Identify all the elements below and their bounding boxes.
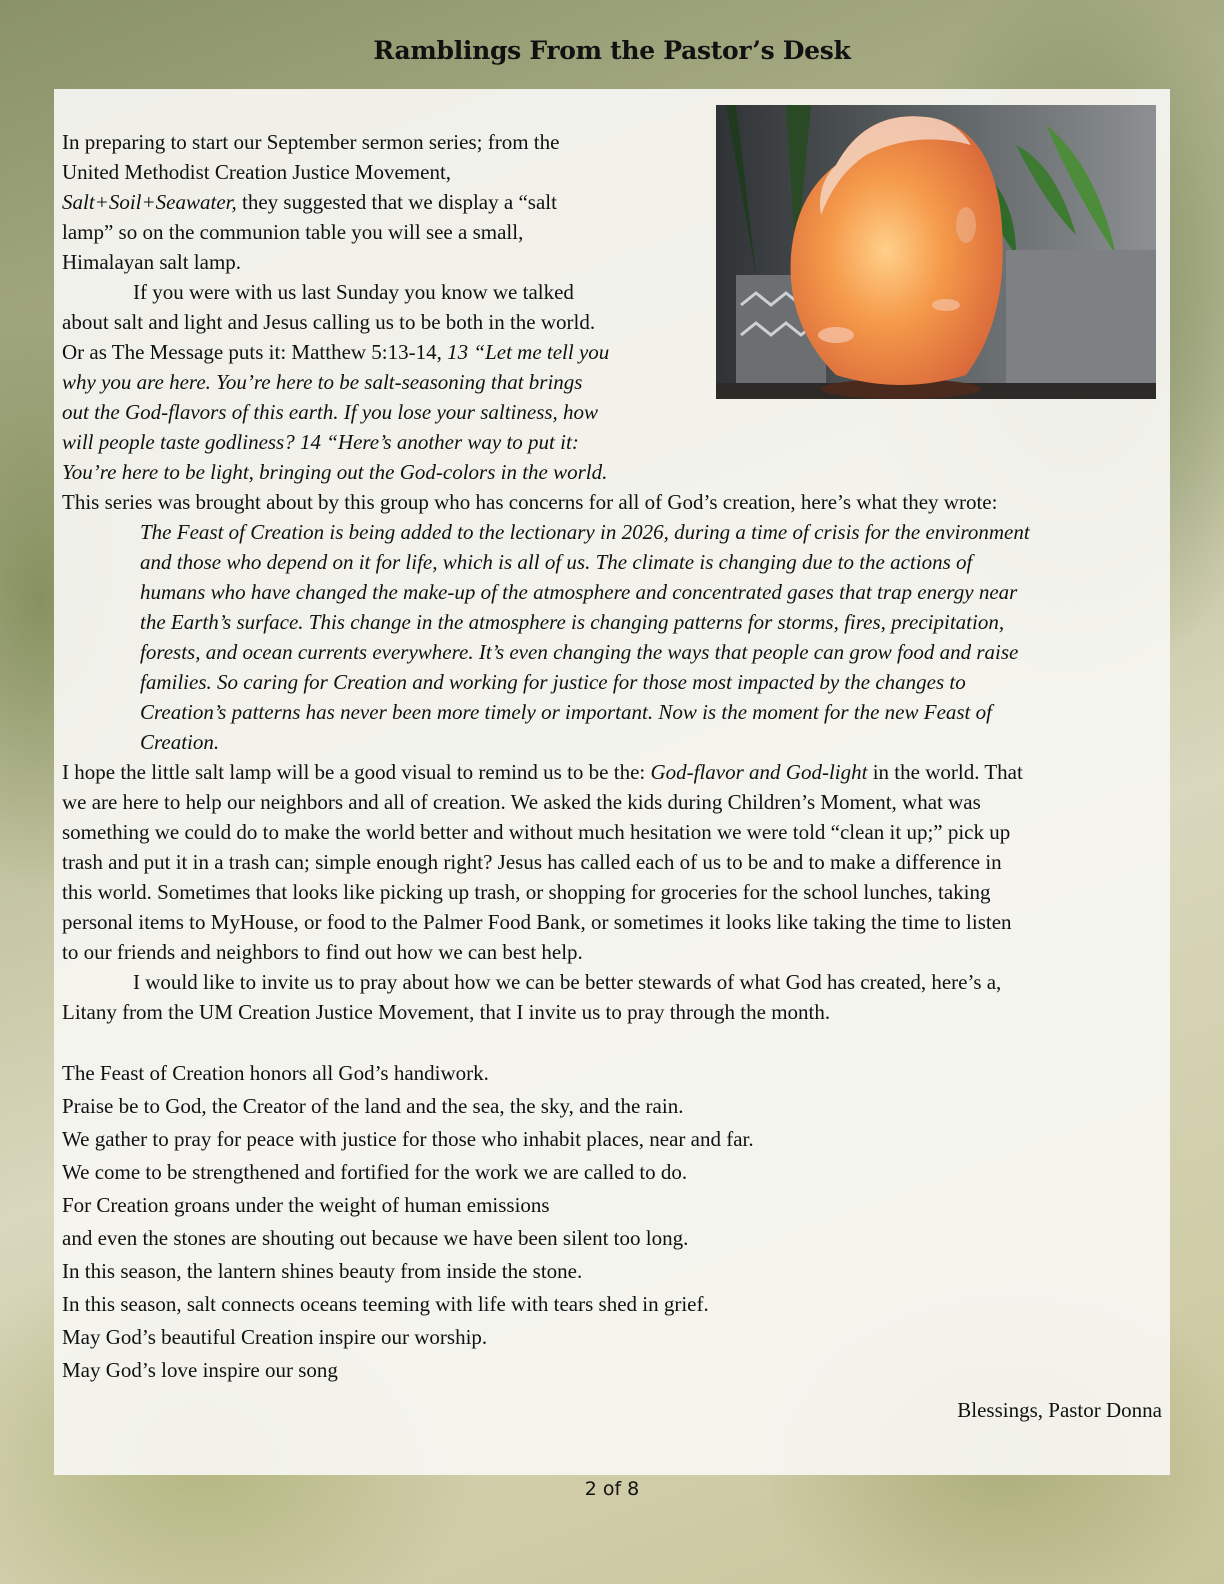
para2-line-2: about salt and light and Jesus calling us to be both in the world. (62, 310, 596, 334)
litany-line: In this season, the lantern shines beauty from inside the stone. (62, 1259, 583, 1283)
intro-line-1: In preparing to start our September sermon series; from the (62, 130, 560, 154)
litany-line: In this season, salt connects oceans teeming with life with tears shed in grief. (62, 1292, 709, 1316)
intro-line-3 (62, 187, 557, 217)
page-number: 2 of 8 (584, 1478, 640, 1500)
quote-line: Creation. (140, 730, 220, 754)
quote-line: The Feast of Creation is being added to the lectionary in 2026, during a time of crisis for the environment (140, 520, 1030, 544)
signature: Blessings, Pastor Donna (957, 1398, 1162, 1422)
para2-line-1: If you were with us last Sunday you know we talked (133, 280, 574, 304)
hope-line: we are here to help our neighbors and all of creation. We asked the kids during Children’s Moment, what was (62, 790, 981, 814)
hope-line-1-b: in the world. That (867, 760, 1023, 784)
quote-line: the Earth’s surface. This change in the atmosphere is changing patterns for storms, fires, precipitation, (140, 610, 1005, 634)
litany-line: May God’s love inspire our song (62, 1358, 338, 1382)
page-title: Ramblings From the Pastor’s Desk (373, 36, 851, 65)
salt-lamp-image (716, 105, 1156, 399)
scripture-line: You’re here to be light, bringing out the God-colors in the world. (62, 460, 608, 484)
intro-line-3-rest: they suggested that we display a “salt (236, 190, 557, 214)
hope-emphasis: God-flavor and God-light (650, 760, 868, 784)
salt-lamp-photo (716, 105, 1156, 399)
litany-line: The Feast of Creation honors all God’s handiwork. (62, 1061, 489, 1085)
invite-line-1: I would like to invite us to pray about how we can be better stewards of what God has created, here’s a, (133, 970, 1002, 994)
hope-line: to our friends and neighbors to find out how we can best help. (62, 940, 583, 964)
series-intro-line: This series was brought about by this group who has concerns for all of God’s creation, here’s what they wrote: (62, 490, 998, 514)
litany-line: Praise be to God, the Creator of the land and the sea, the sky, and the rain. (62, 1094, 684, 1118)
invite-line-2: Litany from the UM Creation Justice Movement, that I invite us to pray through the month. (62, 1000, 831, 1024)
hope-line: trash and put it in a trash can; simple enough right? Jesus has called each of us to be and to make a difference in (62, 850, 1002, 874)
litany-line: For Creation groans under the weight of human emissions (62, 1193, 550, 1217)
litany-line: and even the stones are shouting out because we have been silent too long. (62, 1226, 689, 1250)
scripture-line: will people taste godliness? 14 “Here’s another way to put it: (62, 430, 579, 454)
litany-line: May God’s beautiful Creation inspire our worship. (62, 1325, 488, 1349)
series-title: Salt+Soil+Seawater, (62, 190, 237, 214)
hope-line-1-a: I hope the little salt lamp will be a good visual to remind us to be the: (62, 760, 651, 784)
litany-line: We gather to pray for peace with justice for those who inhabit places, near and far. (62, 1127, 754, 1151)
quote-line: humans who have changed the make-up of the atmosphere and concentrated gases that trap energy near (140, 580, 1018, 604)
quote-line: and those who depend on it for life, which is all of us. The climate is changing due to the actions of (140, 550, 973, 574)
hope-line: personal items to MyHouse, or food to the Palmer Food Bank, or sometimes it looks like taking the time to listen (62, 910, 1012, 934)
intro-line-4: lamp” so on the communion table you will see a small, (62, 220, 524, 244)
scripture-line: out the God-flavors of this earth. If you lose your saltiness, how (62, 400, 599, 424)
intro-line-2: United Methodist Creation Justice Movement, (62, 160, 452, 184)
para2-line-3 (62, 337, 609, 367)
hope-line: something we could do to make the world better and without much hesitation we were told “clean it up;” pick up (62, 820, 1011, 844)
quote-line: forests, and ocean currents everywhere. It’s even changing the ways that people can grow food and raise (140, 640, 1019, 664)
intro-line-5: Himalayan salt lamp. (62, 250, 242, 274)
hope-line-1 (62, 757, 1023, 787)
quote-line: families. So caring for Creation and working for justice for those most impacted by the changes to (140, 670, 966, 694)
quote-line: Creation’s patterns has never been more timely or important. Now is the moment for the new Feast of (140, 700, 992, 724)
scripture-line: why you are here. You’re here to be salt-seasoning that brings (62, 370, 583, 394)
hope-line: this world. Sometimes that looks like picking up trash, or shopping for groceries for the school lunches, taking (62, 880, 991, 904)
scripture-start: 13 “Let me tell you (447, 340, 610, 364)
litany-line: We come to be strengthened and fortified for the work we are called to do. (62, 1160, 688, 1184)
para2-line-3-plain: Or as The Message puts it: Matthew 5:13-14, (62, 340, 448, 364)
